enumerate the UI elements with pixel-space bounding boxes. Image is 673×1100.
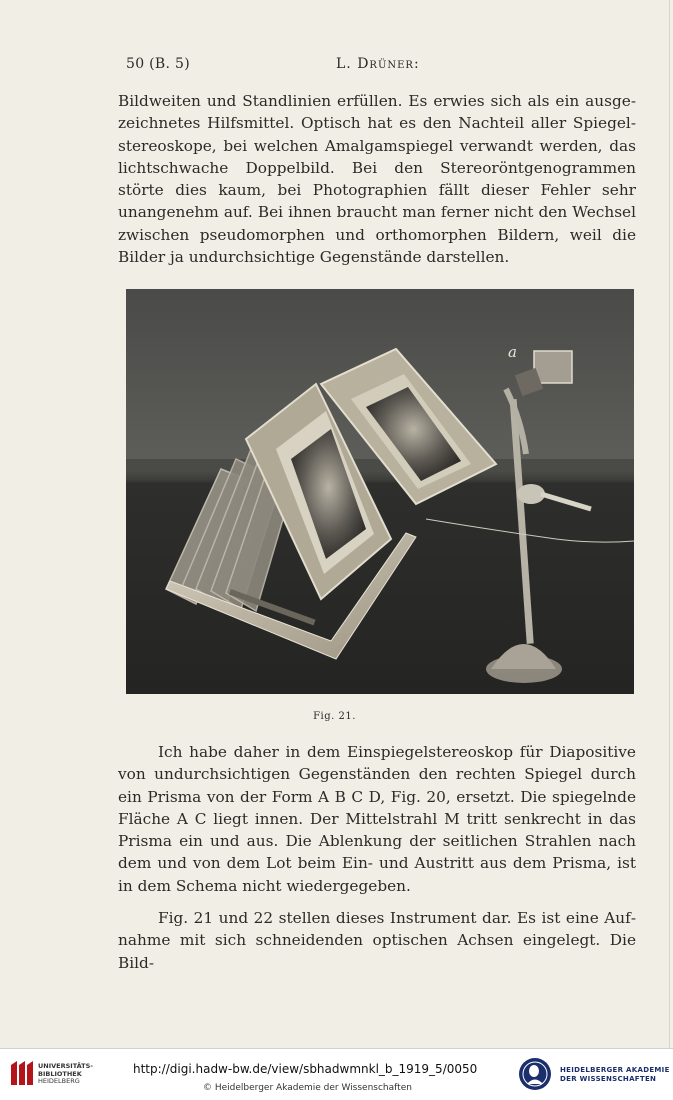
author-name: L. Drüner: <box>336 56 420 72</box>
paragraph-1: Bildweiten und Standlinien erfüllen. Es erwies sich als ein ausgezeichnetes Hilfsmittel. Optisch hat es den Nachteil aller Spiegelstereoskope, bei welchen Amalgamspiegel verwandt werden, das lichtschwache Doppelbild. Bei den Stereoröntgenogrammen störte dies kaum, bei Photographien fällt dieser Fehler sehr unangenehm auf. Bei ihnen braucht man ferner nicht den Wechsel zwischen pseudomorphen und orthomorphen Bildern, weil die Bilder ja undurchsichtige Gegenstände darstellen. <box>118 92 636 267</box>
photo-label-a: a <box>508 343 517 361</box>
page-reference: 50 (B. 5) <box>126 56 190 72</box>
university-library-logo-icon[interactable] <box>8 1059 36 1089</box>
paragraph-3: Fig. 21 und 22 stellen dieses Instrument dar. Es ist eine Aufnahme mit sich schneidenden optischen Achsen eingelegt. Die Bild- <box>118 909 636 972</box>
university-library-name[interactable]: UNIVERSITÄTS- BIBLIOTHEK HEIDELBERG <box>38 1062 93 1085</box>
stereoscope-photo <box>126 289 634 694</box>
academy-seal-icon[interactable] <box>518 1057 552 1091</box>
figure-caption: Fig. 21. <box>313 711 356 722</box>
copyright-notice: © Heidelberger Akademie der Wissenschaften <box>203 1083 412 1093</box>
permalink-url[interactable]: http://digi.hadw-bw.de/view/sbhadwmnkl_b_1919_5/0050 <box>133 1062 478 1076</box>
viewer-footer <box>0 1048 673 1100</box>
running-header <box>126 56 636 78</box>
paragraph-2: Ich habe daher in dem Einspiegelstereoskop für Diapositive von undurchsichtigen Gegenständen den rechten Spiegel durch ein Prisma von der Form A B C D, Fig. 20, ersetzt. Die spiegelnde Fläche A C liegt innen. Der Mittelstrahl M tritt senkrecht in das Prisma ein und aus. Die Ablenkung der seitlichen Strahlen nach dem und von dem Lot beim Ein- und Austritt aus dem Prisma, ist in dem Schema nicht wiedergegeben. <box>118 743 636 895</box>
academy-name[interactable]: HEIDELBERGER AKADEMIE DER WISSENSCHAFTEN <box>560 1066 670 1083</box>
figure-photograph <box>126 289 634 694</box>
